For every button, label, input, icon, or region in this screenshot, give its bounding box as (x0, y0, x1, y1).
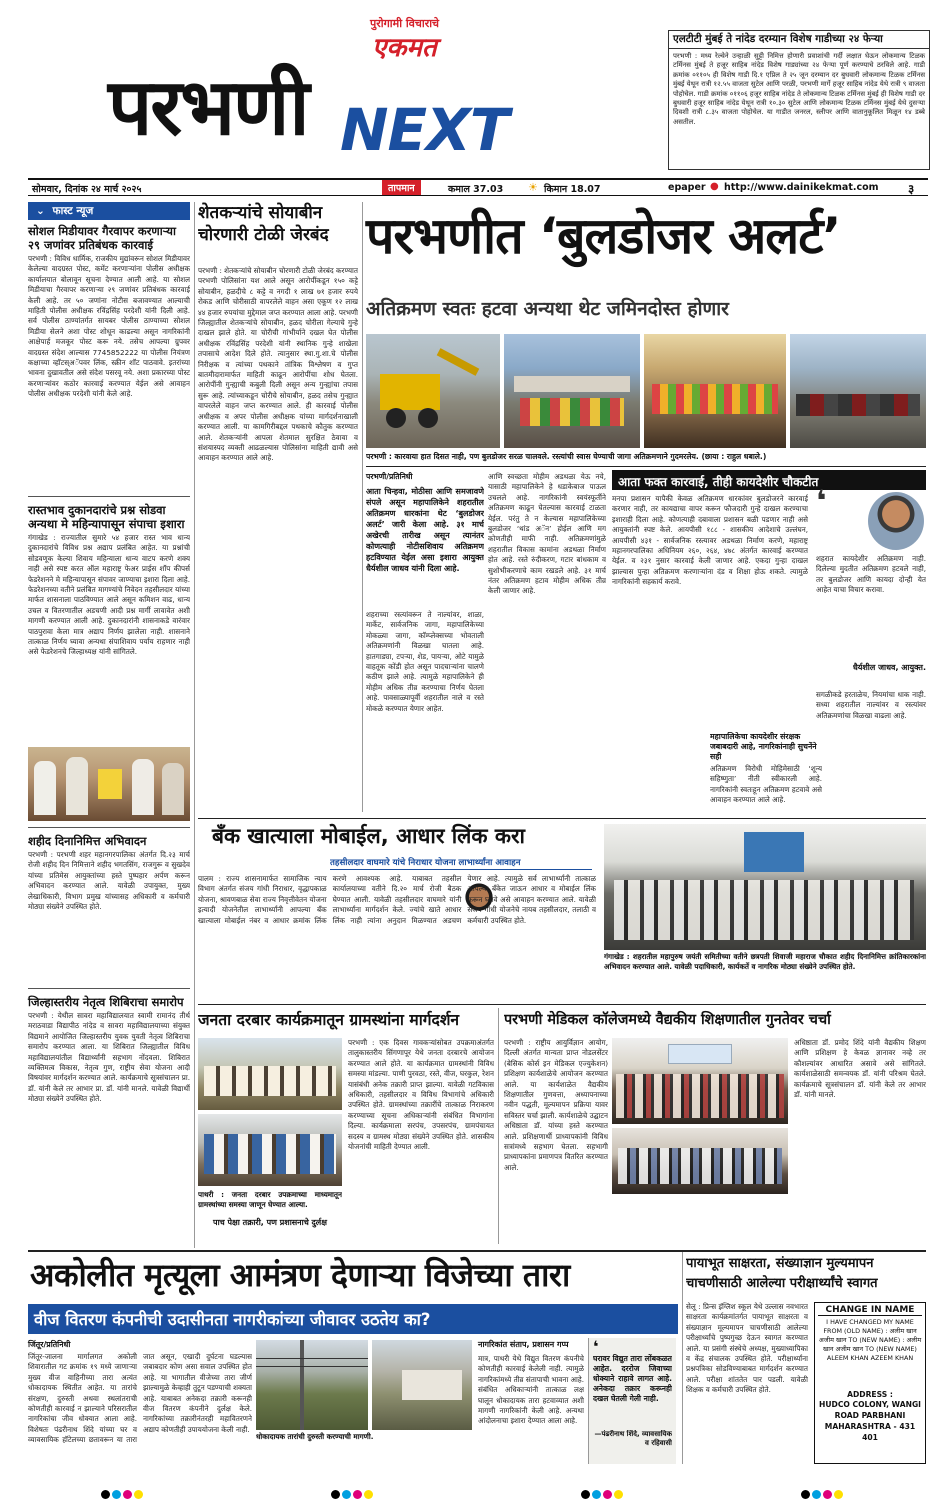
janata-headline: जनता दरबार कार्यक्रमातून ग्रामस्थांना मार्गदर्शन (198, 1011, 460, 1029)
corporation-body: अतिक्रमण विरोधी मोहिमेसाठी ‘शून्य सहिष्णुता’ नीती स्वीकारली आहे. नागरिकांनी स्वतःहून अतिक्रमण हटवावे असे आवाहन करण्यात आले आहे. (710, 764, 822, 805)
medical-photo-2 (612, 1128, 788, 1194)
fast-news-title-2: रास्तभाव दुकानदारांचे प्रश्न सोडवा अन्यथा मे महिन्यापासून संपाचा इशारा (28, 503, 185, 531)
masthead-city: परभणी (108, 63, 308, 153)
akoli-quote-box (588, 1338, 676, 1464)
fast-news-title-1: सोशल मिडीयावर गैरवापर करणाऱ्या २९ जणांवर प्रतिबंधक कारवाई (28, 224, 176, 252)
registration-marks-center-right (580, 1484, 624, 1501)
date-bar (28, 178, 928, 196)
akoli-subheadline: वीज वितरण कंपनीची उदासीनता नागरीकांच्या जीवावर उठतेय का? (28, 1304, 678, 1334)
medical-photo-1 (612, 1038, 788, 1124)
temperature-min: किमान 18.07 (544, 184, 601, 195)
train-box (668, 30, 930, 170)
registration-marks-right (800, 1484, 844, 1501)
column-divider (498, 1008, 499, 1244)
akoli-section-head: नागरिकांत संताप, प्रशासन गप्प (478, 1340, 569, 1349)
epaper-icon: ● (710, 181, 719, 192)
gangakhed-caption: गंगाखेड : शहरातील महापुरुष जयंती समितीच्या वतीने छत्रपती शिवाजी महाराज चौकात शहीद दिनानिमित्त क्रांतिकारकांना अभिवादन करण्यात आले. यावेळी पदाधिकारी, कार्यकर्ते व नागरिक मोठ्या संख्येने उपस्थित होते. (604, 952, 926, 972)
akoli-photo-caption: धोकादायक तारांची दुरुस्ती करण्याची मागणी. (256, 1432, 374, 1441)
janata-photo-2 (198, 1114, 342, 1186)
bulldozer-headline: परभणीत ‘बुलडोजर अलर्ट’ (366, 207, 841, 265)
medical-headline: परभणी मेडिकल कॉलेजमध्ये वैद्यकीय शिक्षणातील गुनतेवर चर्चा (504, 1012, 831, 1028)
fast-news-header (28, 202, 190, 220)
bulldozer-body-2: आणि स्वच्छता मोहीम अडथळा येऊ नये, यासाठी महापालिकेने हे धडाकेबाज पाऊल उचलले आहे. नागरिकांनी स्वयंस्फूर्तीने अतिक्रमण काढून घेतल्यास कारवाई टाळता येईल. परंतु ते न केल्यास महापालिकेच्या बुलडोजर ‘थांड अॅन’ होईल आणि मग कोणतीही माफी नाही. अतिक्रमणांमुळे शहरातील विकास कामांना अडथळा निर्माण होत आहे. रस्ते रुंदीकरण, गटार बांधकाम व सुशोभीकरणाचे काम रखडले आहे. ३१ मार्च नंतर अतिक्रमण हटाव मोहीम अधिक तीव्र केली जाणार आहे. (488, 472, 606, 596)
bank-body: पालम : राज्य शासनामार्फत सामाजिक न्याय विभाग अंतर्गत संजय गांधी निराधार, वृद्धापकाळ योजना, श्रावणबाळ सेवा राज्य निवृत्तीवेतन योजना इत्यादी योजनेतील लाभार्थ्यांनी आपल्या बँक खात्याला मोबाईल नंबर व आधार क्रमांक लिंक करणे आवश्यक आहे. याबाबत तहसील कार्यालयाच्या वतीने दि.२० मार्च रोजी बैठक घेण्यात आली. यावेळी तहसीलदार वाघमारे यांनी लाभार्थ्यांना मार्गदर्शन केले. ज्यांचे खाते आधार लिंक नाही त्यांना अनुदान मिळण्यात अडचण येणार आहे. त्यामुळे सर्व लाभार्थ्यांनी तात्काळ आपल्या बँकेत जाऊन आधार व मोबाईल लिंक करून घ्यावे असे आवाहन करण्यात आले. यावेळी संजय गांधी योजनेचे नायब तहसीलदार, तलाठी व कर्मचारी उपस्थित होते. (198, 874, 596, 925)
commissioner-quote: शहरात कायदेशीर अतिक्रमण नाही. दिलेल्या मुदतीत अतिक्रमण हटवले नाही, तर बुलडोजर आणि कायदा दोन्ही येत आहेत याचा विचार करावा. (816, 554, 926, 595)
bank-headline: बँक खात्याला मोबाईल, आधार लिंक करा (212, 824, 525, 848)
soybean-story (198, 202, 358, 816)
martyrs-day-photo (28, 747, 190, 821)
akoli-body: जिंतूर-जालना मार्गालगत अकोली शिवारातील गट क्रमांक १९ मध्ये जाणाऱ्या मुख्य वीज वाहिनीच्या तारा अत्यंत धोकादायक स्थितीत आहेत. या तारांचे संरक्षण, दुरुस्ती अथवा स्थलांतराची कोणतीही कारवाई न झाल्याने परिसरातील नागरिकांचा जीव धोक्यात आला आहे. विशेषतः पंढरीनाथ शिंदे यांच्या घर व व्यावसायिक हॉटेलच्या छतावरून या तारा जात असून, एखादी दुर्घटना घडल्यास जबाबदार कोण असा सवाल उपस्थित होत आहे. या भागातील वीजेच्या तारा जीर्ण झाल्यामुळे केव्हाही तुटून पडण्याची शक्यता आहे. याबाबत अनेकदा तक्रारी करूनही वीज वितरण कंपनीने दुर्लक्ष केले. नागरिकांच्या तक्रारीनंतरही महावितरणने अद्याप कोणतीही उपाययोजना केली नाही. (28, 1352, 252, 1445)
bulldozer-photo-4 (790, 334, 926, 448)
akoli-headline: अकोलीत मृत्यूला आमंत्रण देणाऱ्या विजेच्या तारा (30, 1256, 570, 1294)
masthead-edition: NEXT (340, 96, 509, 164)
exam-body: सेलू : प्रिन्स इंग्लिश स्कूल येथे उल्लास नवभारत साक्षरता कार्यक्रमांतर्गत पायाभूत साक्षरता व संख्याज्ञान मूल्यमापन चाचणीसाठी आलेल्या परीक्षार्थ्यांचे पुष्पगुच्छ देऊन स्वागत करण्यात आले. या प्रसंगी संस्थेचे अध्यक्ष, मुख्याध्यापिका व केंद्र संचालक उपस्थित होते. परीक्षार्थ्यांना प्रश्नपत्रिका सोडविण्याबाबत मार्गदर्शन करण्यात आले. परीक्षा शांततेत पार पडली. यावेळी शिक्षक व कर्मचारी उपस्थित होते. (686, 1302, 808, 1395)
akoli-quote: घरावर विद्युत तारा लोंबकळत आहेत. दररोज जिवाच्या धोक्याने राहावे लागत आहे. अनेकदा तक्रार करूनही दखल घेतली गेली नाही. (593, 1354, 672, 1403)
akoli-photo-1 (256, 1340, 368, 1430)
masthead-tagline: पुरोगामी विचाराचे (370, 17, 440, 30)
change-name-address-label: ADDRESS : (847, 1390, 893, 1399)
exam-headline: पायाभूत साक्षरता, संख्याज्ञान मुल्यमापन चाचणीसाठी आलेल्या परीक्षार्थ्यांचे स्वागत (686, 1256, 878, 1291)
change-name-address: HUDCO COLONY, WANGI ROAD PARBHANI MAHARASHTRA - 431 401 (819, 1400, 921, 1442)
registration-marks-center (330, 1484, 374, 1501)
bulldozer-photo-3 (644, 334, 786, 448)
fast-news-column (28, 202, 190, 1248)
soybean-headline: शेतकऱ्यांचे सोयाबीन चोरणारी टोळी जेरबंद (198, 203, 329, 245)
change-name-title: CHANGE IN NAME (818, 1305, 922, 1316)
akoli-quote-name: —पंढरीनाथ शिंदे, व्यावसायिक व रहिवासी (594, 1430, 672, 1447)
medical-body-2: अधिष्ठाता डॉ. प्रमोद शिंदे यांनी वैद्यकीय शिक्षण आणि प्रशिक्षण हे केवळ ज्ञानावर नव्हे तर कौशल्यांवर आधारित असावे असे सांगितले. कार्यशाळेसाठी समन्वयक डॉ. यांनी परिश्रम घेतले. कार्यक्रमाचे सूत्रसंचालन डॉ. यांनी केले तर आभार डॉ. यांनी मानले. (794, 1038, 926, 1100)
bulldozer-lead: आता चिन्हवा, मोठीसा आणि समजावणे संपले असून महापालिकेने शहरातील अतिक्रमण धारकांना थेट ‘बुलडोजर अलर्ट’ जारी केला आहे. ३१ मार्च अखेरची तारीख असून त्यानंतर कोणत्याही नोटीसशिवाय अतिक्रमण हटविण्यात येईल असा इशारा आयुक्त धैर्यशील जाधव यांनी दिला आहे. (366, 487, 484, 573)
quote-mark-icon: ❛ (816, 484, 827, 519)
bulldozer-subheadline: अतिक्रमण स्वतः हटवा अन्यथा थेट जमिनदोस्त होणार (366, 298, 729, 320)
bulldozer-side-note: सगळीकडे हरताळेच, नियमांचा धाक नाही. सध्या शहरातील नाल्यांवर व रस्त्यांवर अतिक्रमणांचा विळखा वाढला आहे. (816, 690, 926, 720)
bulldozer-photo-1 (366, 334, 500, 448)
gangakhed-photo (604, 824, 926, 950)
website-url[interactable]: http://www.dainikekmat.com (724, 182, 879, 193)
bulldozer-photo-caption: परभणी : कारवाया हात दिसत नाही, पण बुलडोजर सरळ चालवले. रस्त्यांची स्वास घेण्याची जागा अतिक्रमणाने गुदमरलेय. (छाया : राहुल धबाले.) (366, 452, 767, 461)
action-box (612, 470, 926, 812)
quote-mark-icon: ❛ (593, 1337, 599, 1356)
fast-news-body-1: परभणी : विविध धार्मिक, राजकीय मुद्यांवरून सोशल मिडीयावर केलेल्या वादग्रस्त पोस्ट, कमेंट करणाऱ्यांना पोलीस अधीक्षक कार्यालयात बोलावून सूचना देण्यात आली आहे. या सोशल मिडीयाचा गैरवापर करणाऱ्या २९ जणांवर प्रतिबंधक कारवाई केली आहे. तर ५० जणांना नोटीस बजावण्यात आल्याची माहिती पोलीस अधीक्षक रविंद्रसिंह परदेशी यांनी दिली आहे. सर्व पोलीस ठाण्यांतर्गत सायबर पोलीस ठाण्याच्या सोशल मिडीया सेलने अशा पोस्ट शोधून काढल्या असून नागरिकांनी आक्षेपार्ह मजकूर पोस्ट करू नये. तसेच आपल्या ग्रुपवर वादग्रस्त संदेश आल्यास 7745852222 या पोलीस नियंत्रण कक्षाच्या व्हॉटस्अॅपवर लिंक, स्क्रीन शॉट पाठवावे. इतरांच्या भावना दुखावतील असे संदेश पसरवू नये. अशा प्रकारच्या पोस्ट करणाऱ्यांवर कठोर कारवाई करण्यात येईल असे आवाहन पोलीस अधीक्षक परदेशी यांनी केले आहे. (28, 254, 190, 399)
chevron-down-icon: ⌄ (36, 205, 45, 217)
fast-news-body-3: परभणी : परभणी शहर महानगरपालिका अंतर्गत दि.२३ मार्च रोजी शहीद दिन निमित्ताने शहीद भगतसिंग, राजगुरू व सुखदेव यांच्या प्रतिमेस आयुक्तांच्या हस्ते पुष्पहार अर्पण करून अभिवादन करण्यात आले. यावेळी उपायुक्त, मुख्य लेखाधिकारी, विभाग प्रमुख यांच्यासह अधिकारी व कर्मचारी मोठ्या संख्येने उपस्थित होते. (28, 850, 190, 912)
column-divider (682, 1252, 683, 1464)
temperature-label: तापमान (382, 180, 421, 195)
column-divider (362, 202, 363, 812)
action-box-body: मनपा प्रशासन यापैकी केवळ अतिक्रमण धारकांवर बुलडोजरने कारवाई करणार नाही, तर कायद्याचा वापर करून फौजदारी गुन्हे दाखल करण्याचा इशाराही दिला आहे. कोणत्याही दबावाला प्रशासन बळी पडणार नाही असे आयुक्तांनी स्पष्ट केले. आयपीसी १८८ - शासकीय आदेशाचे उल्लंघन, आयपीसी ४३१ - सार्वजनिक रस्त्यावर अडथळा निर्माण करणे, महाराष्ट्र महानगरपालिका अधिनियम २६०, २६४, ४७८ अंतर्गत कारवाई करण्यात येईल. व २३१ नुसार कारवाई केली जाणार आहे. एकदा गुन्हा दाखल झाल्यास पुन्हा अतिक्रमण करणाऱ्यांना दंड व शिक्षा होऊ शकते. त्यामुळे नागरिकांनी सहकार्य करावे. (612, 494, 808, 587)
medical-body: परभणी : राष्ट्रीय आयुर्विज्ञान आयोग, दिल्ली अंतर्गत मान्यता प्राप्त नोडलसेंटर (बेसिक कोर्स इन मेडिकल एज्युकेशन) प्रशिक्षण कार्यशाळेचे आयोजन करण्यात आले. या कार्यशाळेत वैद्यकीय शिक्षणातील गुणवत्ता, अध्यापनाच्या नवीन पद्धती, मूल्यमापन प्रक्रिया यावर सविस्तर चर्चा झाली. कार्यशाळेचे उद्घाटन अधिष्ठाता डॉ. यांच्या हस्ते करण्यात आले. प्रशिक्षणार्थी प्राध्यापकांनी विविध सत्रांमध्ये सहभाग घेतला. सहभागी प्राध्यापकांना प्रमाणपत्र वितरित करण्यात आले. (504, 1038, 608, 1172)
train-box-body: परभणी : मध्य रेल्वेने उन्हाळी सुट्टी निमित्त होणारी प्रवाशांची गर्दी लक्षात घेऊन लोकमान्य टिळक टर्मिनस मुंबई ते हजूर साहिब नांदेड विशेष गाड्यांच्या २४ फेऱ्या पूर्ण करण्याचे ठरविले आहे. गाडी क्रमांक ०११०५ ही विशेष गाडी दि.१ एप्रिल ते २५ जून दरम्यान दर बुधवारी लोकमान्य टिळक टर्मिनस मुंबई येथून रात्री १२.५५ वाजता सुटेल आणि परळी, परभणी मार्गे हजूर साहिब नांदेड येथे रात्री ९ वाजता पोहोचेल. गाडी क्रमांक ०११०६ हजूर साहिब नांदेड ते लोकमान्य टिळक टर्मिनस मुंबई ही विशेष गाडी दर बुधवारी हजूर साहिब नांदेड येथून रात्री १०.३० सुटेल आणि लोकमान्य टिळक टर्मिनस मुंबई येथे दुसऱ्या दिवशी रात्री ८.३५ वाजता पोहोचेल. या गाडीत जनरल, स्लीपर आणि वातानुकूलित मिळून १४ डब्बे असतील. (673, 52, 925, 126)
action-box-title: आता फक्त कारवाई, तीही कायदेशीर चौकटीत (612, 470, 926, 490)
bulldozer-body-1: शहराच्या रस्त्यांवरून ते नाल्यांवर, शाळा, मार्केट, सार्वजनिक जागा, महापालिकेच्या मोकळ्या जागा, कॉम्प्लेक्सच्या भोवताली अतिक्रमणांनी विळखा घातला आहे. हातगाड्या, टपऱ्या, शेड, पायऱ्या, ओटे यामुळे वाहतूक कोंडी होत असून पादचाऱ्यांना चालणे कठीण झाले आहे. त्यामुळे महापालिकेने ही मोहीम अधिक तीव्र करण्याचा निर्णय घेतला आहे. पावसाळ्यापूर्वी शहरातील नाले व रस्ते मोकळे करण्यात येणार आहेत. (366, 610, 484, 713)
fast-news-label: फास्ट न्यूज (52, 205, 94, 217)
temperature-max: कमाल 37.03 (448, 184, 504, 195)
janata-subhead: पाच पेक्षा तक्रारी, पण प्रशासनाचे दुर्लक्ष (213, 1218, 327, 1227)
commissioner-photo (868, 492, 924, 550)
fast-news-body-4: परभणी : येथील सावरा महाविद्यालयात स्वामी रामानंद तीर्थ मराठवाडा विद्यापीठ नांदेड व सावरा महाविद्यालयाच्या संयुक्त विद्यमाने आयोजित जिल्हास्तरीय युवक युवती नेतृत्व शिबिराचा समारोप करण्यात आला. या शिबिरात जिल्ह्यातील विविध महाविद्यालयांतील विद्यार्थ्यांनी सहभाग नोंदवला. शिबिरात व्यक्तिमत्व विकास, नेतृत्व गुण, राष्ट्रीय सेवा योजना आदी विषयांवर मार्गदर्शन करण्यात आले. कार्यक्रमाचे सूत्रसंचालन प्रा. डॉ. यांनी केले तर आभार प्रा. डॉ. यांनी मानले. यावेळी विद्यार्थी मोठ्या संख्येने उपस्थित होते. (28, 1011, 190, 1104)
page-number: ३ (908, 182, 915, 196)
column-divider (194, 202, 195, 1248)
commissioner-name: धैर्यशील जाधव, आयुक्त. (852, 663, 926, 672)
fast-news-title-3: शहीद दिनानिमित्त अभिवादन (28, 834, 147, 848)
epaper-label: epaper (668, 182, 706, 193)
fast-news-body-2: गंगाखेड : राज्यातील सुमारे ५४ हजार रास्त भाव धान्य दुकानदारांचे विविध प्रश्न अद्याप प्रलंबित आहेत. या प्रश्नांची सोडवणूक केल्या शिवाय महिन्याला धान्य वाटप करणे शक्य नाही असे स्पष्ट करत ऑल महाराष्ट्र फेअर प्राईस शॉप कीपर्स फेडरेशनने मे महिन्यापासून संपावर जाण्याचा इशारा दिला आहे. फेडरेशनच्या वतीने प्रलंबित मागण्यांचे निवेदन तहसीलदार यांच्या मार्फत शासनाला पाठविण्यात आले असून कमिशन वाढ, धान्य उचल व वितरणातील अडचणी आदी प्रश्न मार्गी लावावेत अशी मागणी करण्यात आली आहे. दुकानदारांनी शासनाकडे वारंवार पाठपुरावा केला मात्र अद्याप निर्णय झालेला नाही. शासनाने तात्काळ निर्णय घ्यावा अन्यथा संपाशिवाय पर्याय राहणार नाही असे फेडरेशनचे जिल्हाध्यक्ष यांनी सांगितले. (28, 533, 190, 657)
bulldozer-photo-2 (504, 334, 640, 448)
change-name-ad (814, 1302, 926, 1464)
change-name-text: I HAVE CHANGED MY NAME FROM (OLD NAME) : अलीम खान अजीम खान TO (NEW NAME) : अलीम खान अजीम खान TO (NEW NAME) ALEEM KHAN AZEEM KHAN (818, 1318, 922, 1362)
corporation-subhead: महापालिकेचा कायदेशीर संरक्षक जबाबदारी आहे, नागरिकांनाही सुचनेंने सही (710, 732, 817, 761)
masthead-brand: एकमत (372, 33, 437, 63)
soybean-body: परभणी : शेतकऱ्यांचे सोयाबीन चोरणारी टोळी जेरबंद करण्यात परभणी पोलिसांना यश आले असून आरोपींकडून १५० कट्टे सोयाबीन, हळदीचे ८ कट्टे व नगदी १ लाख ७१ हजार रुपये रोकड आणि चोरीसाठी वापरलेले वाहन असा एकूण १२ लाख ४४ हजार रुपयांचा मुद्देमाल जप्त करण्यात आला आहे. परभणी जिल्ह्यातील शेतकऱ्यांचे सोयाबीन, हळद चोरीला गेल्याचे गुन्हे दाखल झाले होते. या चोरीची गांभीर्याने दखल घेत पोलीस अधीक्षक रविंद्रसिंह परदेशी यांनी स्थानिक गुन्हे शाखेला तपासाचे आदेश दिले होते. त्यानुसार स्था.गु.शा.चे पोलीस निरीक्षक व त्यांच्या पथकाने तांत्रिक विश्लेषण व गुप्त बातमीदारामार्फत माहिती काढून आरोपींचा शोध घेतला. आरोपींनी गुन्ह्याची कबुली दिली असून अन्य गुन्ह्यांचा तपास सुरू आहे. त्यांच्याकडून चोरीचे सोयाबीन, हळद तसेच गुन्ह्यात वापरलेले वाहन जप्त करण्यात आले. ही कारवाई पोलीस अधीक्षक व अपर पोलीस अधीक्षक यांच्या मार्गदर्शनाखाली करण्यात आली. या कामगिरीबद्दल पथकाचे कौतुक करण्यात आले. शेतकऱ्यांनी आपला शेतमाल सुरक्षित ठेवावा व संशयास्पद व्यक्ती आढळल्यास पोलिसांना माहिती द्यावी असे आवाहन करण्यात आले आहे. (198, 266, 358, 463)
akoli-byline: जिंतूर/प्रतिनिधी (28, 1340, 71, 1349)
fast-news-title-4: जिल्हास्तरीय नेतृत्व शिबिराचा समारोप (28, 995, 184, 1009)
bulldozer-byline: परभणी/प्रतिनिधी (366, 472, 413, 481)
akoli-body-2: मात्र, पाथरी येथे विद्युत वितरण कंपनीचे कोणतीही कारवाई केलेली नाही. त्यामुळे नागरिकांमध्ये तीव्र संतापाची भावना आहे. संबंधित अधिकाऱ्यांनी तात्काळ लक्ष घालून धोकादायक तारा हटवाव्यात अशी मागणी नागरिकांनी केली आहे. अन्यथा आंदोलनाचा इशारा देण्यात आला आहे. (478, 1354, 584, 1426)
sun-icon: ☀ (528, 181, 538, 194)
janata-body: परभणी : एक दिवस गावकऱ्यांसोबत उपक्रमाअंतर्गत तालुकास्तरीय सिंगणापूर येथे जनता दरबारचे आयोजन करण्यात आले होते. या कार्यक्रमात ग्रामस्थांनी विविध समस्या मांडल्या. पाणी पुरवठा, रस्ते, वीज, घरकुल, रेशन यासंबंधी अनेक तक्रारी प्राप्त झाल्या. यावेळी गटविकास अधिकारी, तहसीलदार व विविध विभागांचे अधिकारी उपस्थित होते. ग्रामस्थांच्या तक्रारींचे तात्काळ निराकरण करण्याच्या सूचना अधिकाऱ्यांनी संबंधित विभागांना दिल्या. कार्यक्रमाला सरपंच, उपसरपंच, ग्रामपंचायत सदस्य व ग्रामस्थ मोठ्या संख्येने उपस्थित होते. शासकीय योजनांची माहिती देण्यात आली. (348, 1038, 494, 1152)
janata-caption: पाथरी : जनता दरबार उपक्रमाच्या माध्यमातून ग्रामस्थांच्या समस्या जाणून घेण्यात आल्या. (198, 1190, 342, 1210)
train-box-title: एलटीटी मुंबई ते नांदेड दरम्यान विशेष गाडीच्या २४ फेऱ्या (669, 31, 929, 49)
issue-date: सोमवार, दिनांक २४ मार्च २०२५ (32, 184, 142, 195)
janata-photo-1 (198, 1038, 342, 1110)
registration-marks-left (100, 1484, 144, 1501)
akoli-photo-2 (372, 1340, 472, 1430)
bank-subheadline: तहसीलदार वाघमारे यांचे निराधार योजना लाभार्थ्यांना आवाहन (330, 856, 592, 870)
masthead (0, 0, 945, 178)
